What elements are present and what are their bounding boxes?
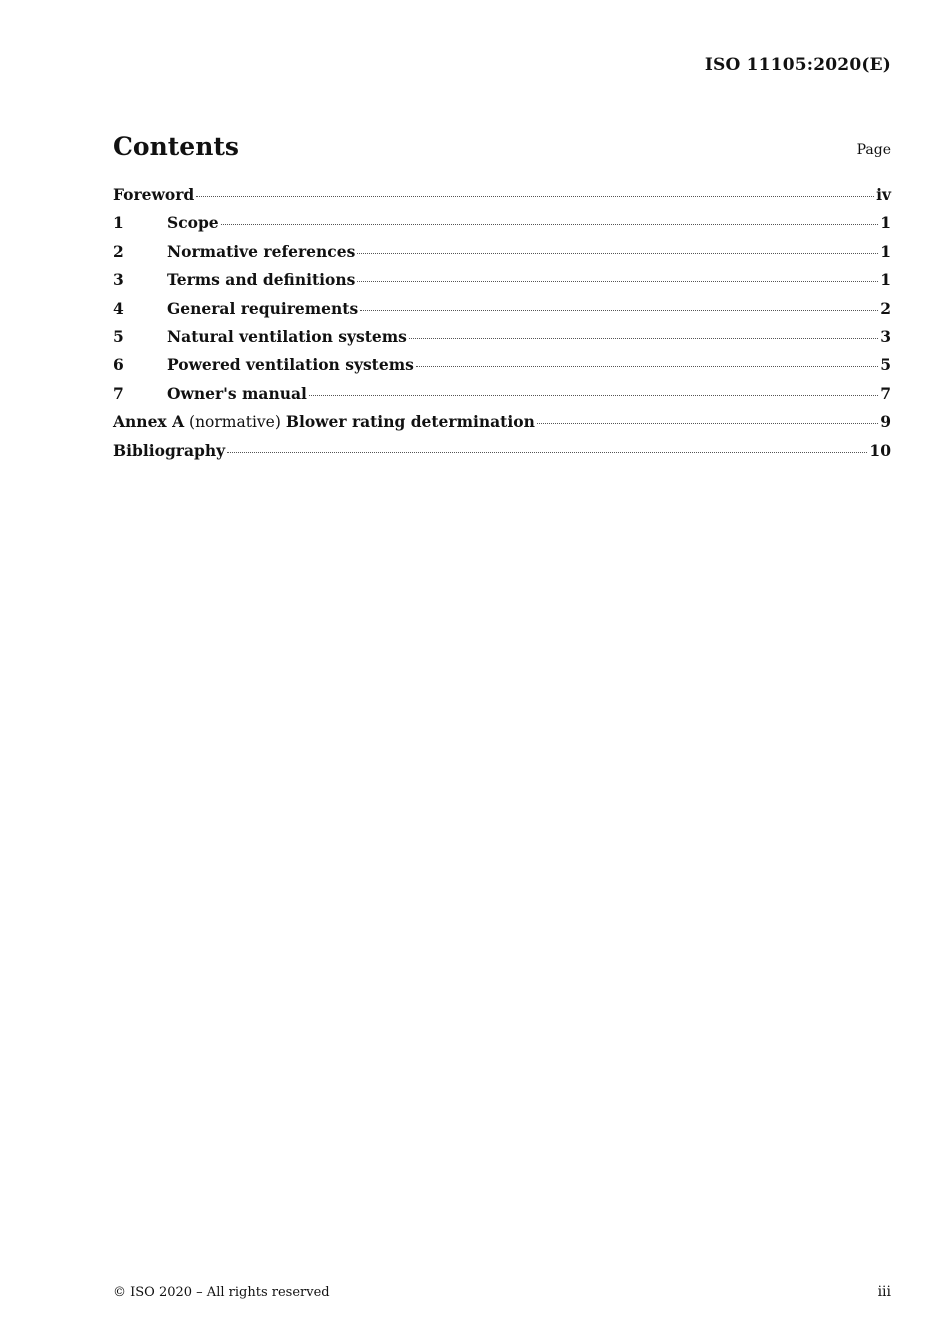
- toc-dot-leader: [409, 338, 878, 339]
- toc-entry-powered-ventilation-systems[interactable]: [113, 355, 891, 383]
- page-column-label: Page: [856, 142, 891, 158]
- toc-entry-number: 1: [113, 213, 124, 233]
- toc-entry-title: General requirements: [167, 298, 359, 318]
- toc-annex-type: (normative): [189, 413, 281, 432]
- toc-dot-leader: [537, 423, 878, 424]
- toc-entry-page: 1: [880, 213, 891, 233]
- toc-dot-leader: [221, 224, 879, 225]
- toc-entry-number: 4: [113, 298, 124, 318]
- contents-header: [113, 130, 891, 166]
- toc-entry-title: Terms and definitions: [167, 270, 356, 290]
- toc-entry-page: 1: [880, 241, 891, 261]
- toc-entry-owners-manual[interactable]: [113, 384, 891, 412]
- toc-entry-page: 1: [880, 270, 891, 290]
- toc-entry-title: Bibliography: [113, 440, 226, 460]
- toc-entry-foreword[interactable]: [113, 185, 891, 213]
- toc-entry-number: 5: [113, 326, 124, 346]
- toc-entry-title: Powered ventilation systems: [167, 355, 414, 375]
- toc-entry-number: 2: [113, 241, 124, 261]
- footer-page-number: iii: [877, 1284, 891, 1300]
- toc-entry-scope[interactable]: [113, 213, 891, 241]
- toc-annex-label: Annex A: [113, 412, 185, 432]
- toc-entry-page: 3: [880, 326, 891, 346]
- toc-entry-page: iv: [876, 185, 891, 204]
- toc-dot-leader: [196, 196, 874, 197]
- toc-entry-general-requirements[interactable]: [113, 299, 891, 327]
- toc-entry-annex-a[interactable]: [113, 412, 891, 440]
- toc-dot-leader: [357, 253, 878, 254]
- toc-entry-page: 5: [880, 355, 891, 375]
- toc-dot-leader: [227, 452, 867, 453]
- document-id: ISO 11105:2020(E): [704, 55, 891, 75]
- toc-entry-number: 7: [113, 383, 124, 403]
- contents-title: Contents: [113, 132, 240, 161]
- toc-entry-natural-ventilation-systems[interactable]: [113, 327, 891, 355]
- toc-entry-normative-references[interactable]: [113, 242, 891, 270]
- toc-dot-leader: [360, 310, 878, 311]
- toc-entry-page: 2: [880, 298, 891, 318]
- toc-entry-title: Owner's manual: [167, 383, 307, 403]
- toc-entry-title: Blower rating determination: [285, 412, 535, 432]
- toc-entry-page: 10: [869, 440, 891, 460]
- toc-entry-terms-and-definitions[interactable]: [113, 270, 891, 298]
- toc-entry-page: 7: [880, 383, 891, 403]
- toc-entry-bibliography[interactable]: [113, 441, 891, 469]
- toc-entry-title: Natural ventilation systems: [167, 326, 407, 346]
- toc-entry-page: 9: [880, 412, 891, 432]
- toc-dot-leader: [416, 366, 878, 367]
- toc-entry-number: 3: [113, 270, 124, 290]
- toc-dot-leader: [357, 281, 878, 282]
- toc-entry-title: Foreword: [113, 185, 195, 204]
- toc-entry-number: 6: [113, 355, 124, 375]
- copyright-notice: © ISO 2020 – All rights reserved: [113, 1285, 330, 1300]
- toc-dot-leader: [309, 395, 878, 396]
- toc-entry-title: Scope: [167, 213, 219, 233]
- table-of-contents: [113, 185, 891, 469]
- toc-entry-title: Normative references: [167, 241, 356, 261]
